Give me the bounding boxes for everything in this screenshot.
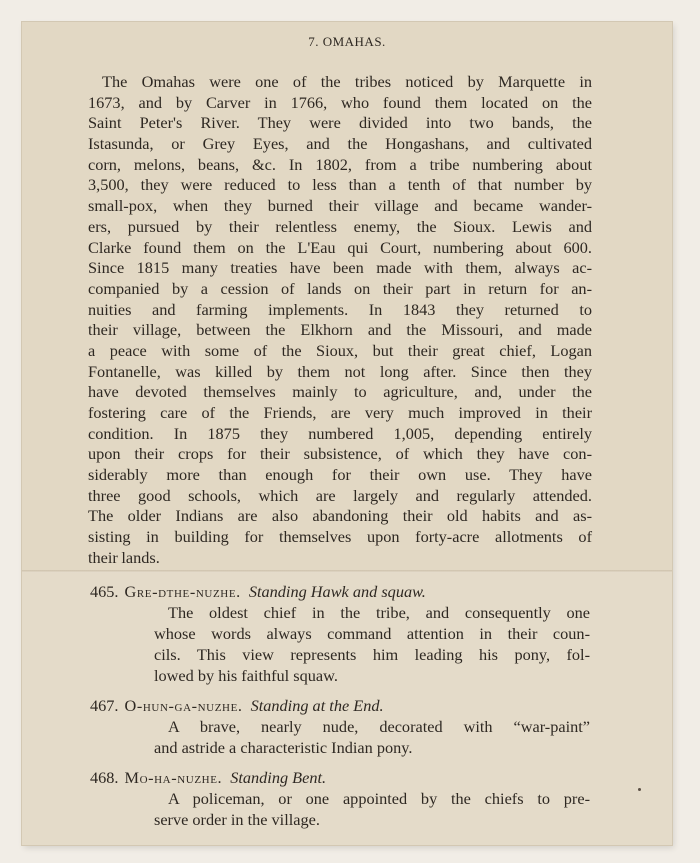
paragraph-line: condition. In 1875 they numbered 1,005, depending entirely	[88, 423, 592, 443]
ink-speck	[638, 788, 641, 791]
entry-body	[154, 788, 590, 830]
entry-description: Standing at the End.	[250, 696, 384, 715]
entry-line: lowed by his faithful squaw.	[154, 666, 338, 685]
entry-heading	[90, 767, 590, 788]
paragraph-line: ers, pursued by their relentless enemy, the Sioux. Lewis and	[88, 216, 592, 236]
catalog-entry-465	[90, 581, 590, 686]
page-title: 7. OMAHAS.	[308, 34, 386, 49]
entry-number: 467.	[90, 696, 119, 715]
entry-name: Mo-ha-nuzhe.	[124, 768, 223, 787]
paragraph-line: Fontanelle, was killed by them not long after. Since then they	[88, 361, 592, 381]
paragraph-line: corn, melons, beans, &c. In 1802, from a tribe numbering about	[88, 154, 592, 174]
paragraph-line: their lands.	[88, 547, 160, 567]
paragraph-line: Since 1815 many treaties have been made with them, always ac-	[88, 258, 592, 278]
entry-line: The oldest chief in the tribe, and consequently one	[168, 603, 590, 622]
paragraph-line: a peace with some of the Sioux, but their great chief, Logan	[88, 340, 592, 360]
entry-number: 468.	[90, 768, 119, 787]
entry-line: and astride a characteristic Indian pony.	[154, 738, 413, 757]
paragraph-line: companied by a cession of lands on their part in return for an-	[88, 278, 592, 298]
paragraph-line: nuities and farming implements. In 1843 they returned to	[88, 299, 592, 319]
entry-description: Standing Bent.	[230, 768, 327, 787]
entry-line: serve order in the village.	[154, 810, 320, 829]
paragraph-line: fostering care of the Friends, are very much improved in their	[88, 403, 592, 422]
paragraph-line: small-pox, when they burned their village and became wander-	[88, 196, 592, 216]
entry-body	[154, 602, 590, 686]
catalog-entry-468	[90, 767, 590, 830]
document-page	[22, 22, 672, 845]
entry-name: O-hun-ga-nuzhe.	[124, 696, 243, 715]
paragraph-line: 1673, and by Carver in 1766, who found them located on the	[88, 92, 592, 112]
paragraph-line: The Omahas were one of the tribes noticed by Marquette in	[102, 72, 592, 91]
paragraph-line: Clarke found them on the L'Eau qui Court, numbering about 600.	[88, 237, 592, 257]
entry-line: A policeman, or one appointed by the chiefs to pre-	[168, 789, 590, 808]
entry-heading	[90, 581, 590, 602]
entry-line: cils. This view represents him leading his pony, fol-	[154, 645, 590, 664]
entry-description: Standing Hawk and squaw.	[248, 582, 426, 601]
entry-number: 465.	[90, 582, 119, 601]
paragraph-line: 3,500, they were reduced to less than a tenth of that number by	[88, 175, 592, 195]
entry-name: Gre-dthe-nuzhe.	[124, 582, 241, 601]
entry-line: A brave, nearly nude, decorated with “war-paint”	[168, 717, 590, 736]
paragraph-line: Istasunda, or Grey Eyes, and the Hongashans, and cultivated	[88, 134, 592, 154]
paragraph-line: have devoted themselves mainly to agriculture, and, under the	[88, 382, 592, 402]
paragraph-line: three good schools, which are largely and regularly attended.	[88, 485, 592, 505]
paragraph-line: siderably more than enough for their own use. They have	[88, 465, 592, 485]
intro-paragraph	[88, 72, 592, 569]
paragraph-line: Saint Peter's River. They were divided into two bands, the	[88, 113, 592, 133]
paragraph-line: sisting in building for themselves upon forty-acre allotments of	[88, 527, 592, 547]
paragraph-line: their village, between the Elkhorn and the Missouri, and made	[88, 320, 592, 340]
paragraph-line: The older Indians are also abandoning their old habits and as-	[88, 506, 592, 526]
entry-body	[154, 716, 590, 758]
entry-line: whose words always command attention in their coun-	[154, 624, 590, 643]
entry-heading	[90, 695, 590, 716]
catalog-entry-467	[90, 695, 590, 758]
paragraph-line: upon their crops for their subsistence, of which they have con-	[88, 444, 592, 464]
